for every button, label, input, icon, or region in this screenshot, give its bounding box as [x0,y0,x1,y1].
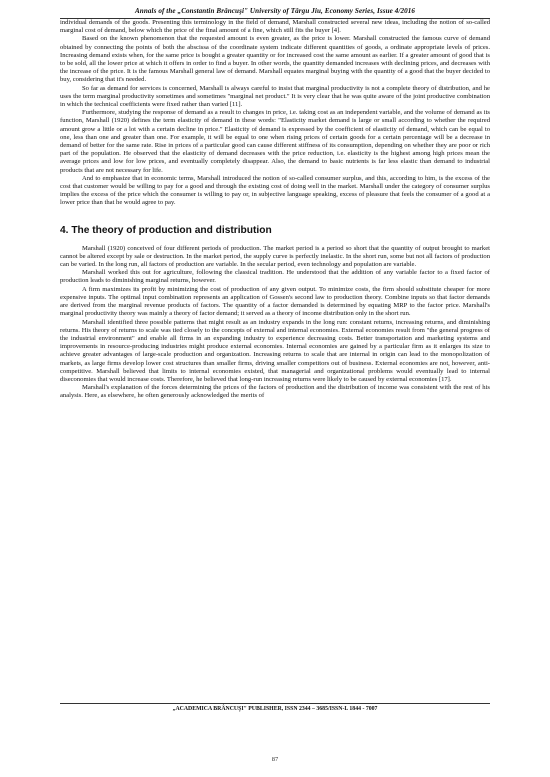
paragraph: Based on the known phenomenon that the requested amount is even greater, as the price is lower. Marshall constructed the famous curve of demand obtained by connecting the points of both the abscissa of the coordinate system indicate different quantities of goods, a ordinate appropriate levels of prices. Increasing demand exists when, for the same price is bought a greater quantity or for increased cost the same amount as earlier. If a greater amount of good that is to be sold, all the lower price at which it offers in order to find a buyer. In other words, the quantity demanded increases with declining prices, and decreases with the increase of the price. It is the famous Marshall general law of demand. Marshall equates marginal buying with the quantity of a good that the buyer decided to buy, considering that it's needed. [60,35,490,84]
paragraph: Marshall worked this out for agriculture, following the classical tradition. He understood that the addition of any variable factor to a fixed factor of production leads to diminishing marginal returns, however. [60,269,490,285]
paragraph: individual demands of the goods. Presenting this terminology in the field of demand, Marshall constructed several new ideas, including the notion of so-called marginal cost of demand, below which the price of the final amount of a fine, which still fits the buyer [4]. [60,19,490,35]
paragraph: And to emphasize that in economic terms, Marshall introduced the notion of so-called consumer surplus, and this, according to him, is the excess of the cost that customer would be willing to pay for a good and through the existing cost of doing well in the market. Marshall under the category of consumer surplus implies the excess of the price which the consumer is willing to pay or, in subjective language speaking, excess of pleasure that feels the consumer of a good at a lower price than that he would agree to pay. [60,174,490,207]
publisher-footer: „ACADEMICA BRÂNCUŞI" PUBLISHER, ISSN 2344 – 3685/ISSN-L 1844 - 7007 [172,706,378,712]
paragraph: Marshall (1920) conceived of four different periods of production. The market period is a period so short that the quantity of output brought to market cannot be altered except by sale or destruction. In the market period, the supply curve is perfectly inelastic. In the short run, some but not all factors of production can be varied. In the long run, all factors of production are variable. In the secular period, even technology and population are variable. [60,244,490,269]
running-header: Annals of the „Constantin Brâncuşi" University of Târgu Jiu, Economy Series, Issue 4/2016 [134,7,416,15]
section-heading: 4. The theory of production and distribution [60,224,272,236]
article-body [60,19,490,401]
paragraph: Furthermore, studying the response of demand as a result to changes in price, i.e. taking cost as an independent variable, and the volume of demand as its function, Marshall (1920) defines the term elasticity of demand in these words: "Elasticity market demand is large or small according to whether the required amount grow a little or a lot with a certain decline in price." Elasticity of demand is expressed by the coefficient of elasticity of demand, which can be equal to one, less than one and greater than one. For example, it will be equal to one when rising prices of certain goods for a certain percentage will be a decrease in demand of better for the same rate. Rise in prices of a particular good can cause different stiffness of its consumption, depending on whether they are poor or rich part of the population. He observed that the elasticity of demand decreases with the price reduction, i.e. elasticity is the highest among high prices mean the average prices and low for low prices, and eventually completely disappear. Also, the demand to basic nutrients is far less elastic than demand to industrial products that are not necessary for life. [60,109,490,174]
paragraph: A firm maximizes its profit by minimizing the cost of production of any given output. To minimize costs, the firm should substitute cheaper for more expensive inputs. The optimal input combination represents an application of Gossen's second law to production theory. Combine inputs so that factor demands are derived from the marginal revenue products of factors. The quantity of a factor demanded is determined by equating MRP to the factor price. Marshall's marginal productivity theory was mainly a theory of factor demand; it served as a theory of income distribution only in the short run. [60,285,490,318]
paragraph: So far as demand for services is concerned, Marshall is always careful to insist that marginal productivity is not a complete theory of distribution, and he uses the term marginal productivity sometimes and sometimes "marginal net product." It is very clear that he was quite aware of the joint productive combination in which the technical coefficients were fixed rather than varied [11]. [60,84,490,109]
footer-divider [60,703,490,704]
page-number: 87 [271,756,279,763]
paragraph: Marshall's explanation of the forces determining the prices of the factors of production and the distribution of income was consistent with the rest of his analysis. Here, as elsewhere, he often generously acknowledged the merits of [60,384,490,400]
paragraph: Marshall identified three possible patterns that might result as an industry expands in the long run: constant returns, increasing returns, and diminishing returns. His theory of returns to scale was tied closely to the concepts of external and internal economies. External economies result from "the general progress of the industrial environment" and enable all firms in an expanding industry to experience decreasing costs. Better transportation and marketing systems and improvements in resource-producing industries might produce external economies. Internal economies are gained by a particular firm as it enlarges its size to achieve greater advantages of large-scale production and organization. Increasing returns to scale that are internal in origin can lead to the monopolization of markets, as large firms develop lower cost structures than smaller firms, driving smaller competitors out of business. External economies are not, however, anti-competitive. Marshall believed that limits to internal economies existed, that managerial and organizational problems would eventually lead to internal diseconomies that would increase costs. Therefore, he believed that long-run increasing returns were likely to be caused by external economies [17]. [60,318,490,383]
